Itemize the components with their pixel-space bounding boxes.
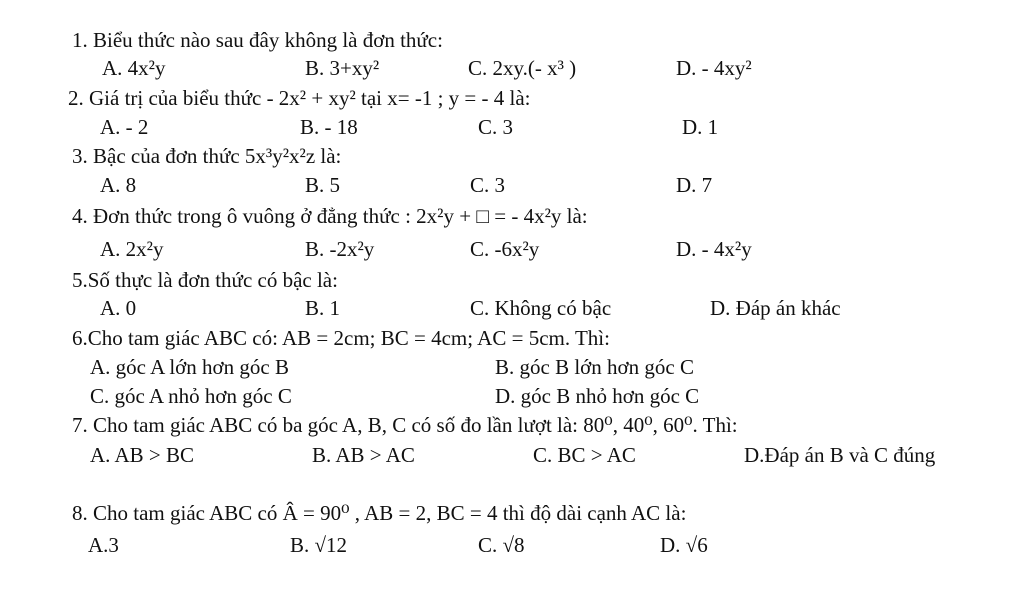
question-6-option-c: C. góc A nhỏ hơn góc C (90, 384, 292, 408)
question-7-option-b: B. AB > AC (312, 443, 415, 467)
question-3-stem: 3. Bậc của đơn thức 5x³y²x²z là: (72, 144, 342, 168)
question-7-stem: 7. Cho tam giác ABC có ba góc A, B, C có số đo lần lượt là: 80⁰, 40⁰, 60⁰. Thì: (72, 413, 738, 437)
question-2-stem: 2. Giá trị của biểu thức - 2x² + xy² tại x= -1 ; y = - 4 là: (68, 86, 531, 110)
question-8-option-c: C. √8 (478, 533, 525, 557)
question-7-option-d: D.Đáp án B và C đúng (744, 443, 936, 467)
question-6-option-d: D. góc B nhỏ hơn góc C (495, 384, 700, 408)
question-4-stem: 4. Đơn thức trong ô vuông ở đẳng thức : 2x²y + □ = - 4x²y là: (72, 204, 588, 228)
question-2-option-c: C. 3 (478, 115, 514, 139)
question-6-stem: 6.Cho tam giác ABC có: AB = 2cm; BC = 4cm; AC = 5cm. Thì: (72, 326, 610, 350)
question-8-option-a: A.3 (88, 533, 119, 557)
question-2-option-d: D. 1 (682, 115, 719, 139)
question-6-option-a: A. góc A lớn hơn góc B (90, 355, 289, 379)
question-4-option-a: A. 2x²y (100, 237, 164, 261)
question-5-option-a: A. 0 (100, 296, 137, 320)
question-3-option-b: B. 5 (305, 173, 341, 197)
question-4-option-b: B. -2x²y (305, 237, 375, 261)
question-5-option-d: D. Đáp án khác (710, 296, 841, 320)
question-2-option-a: A. - 2 (100, 115, 149, 139)
question-5-option-c: C. Không có bậc (470, 296, 612, 320)
question-7-option-a: A. AB > BC (90, 443, 195, 467)
question-6-option-b: B. góc B lớn hơn góc C (495, 355, 694, 379)
question-3-option-d: D. 7 (676, 173, 713, 197)
question-1-option-c: C. 2xy.(- x³ ) (468, 56, 577, 80)
question-4-option-d: D. - 4x²y (676, 237, 752, 261)
question-1-option-d: D. - 4xy² (676, 56, 752, 80)
question-5-option-b: B. 1 (305, 296, 341, 320)
question-4-option-c: C. -6x²y (470, 237, 540, 261)
question-7-option-c: C. BC > AC (533, 443, 636, 467)
question-5-stem: 5.Số thực là đơn thức có bậc là: (72, 268, 338, 292)
question-1-option-a: A. 4x²y (102, 56, 166, 80)
question-1-option-b: B. 3+xy² (305, 56, 380, 80)
question-2-option-b: B. - 18 (300, 115, 358, 139)
question-3-option-a: A. 8 (100, 173, 137, 197)
question-1-stem: 1. Biểu thức nào sau đây không là đơn thức: (72, 28, 443, 52)
question-8-stem: 8. Cho tam giác ABC có Â = 90⁰ , AB = 2, BC = 4 thì độ dài cạnh AC là: (72, 501, 687, 525)
question-8-option-d: D. √6 (660, 533, 708, 557)
question-3-option-c: C. 3 (470, 173, 506, 197)
question-8-option-b: B. √12 (290, 533, 348, 557)
